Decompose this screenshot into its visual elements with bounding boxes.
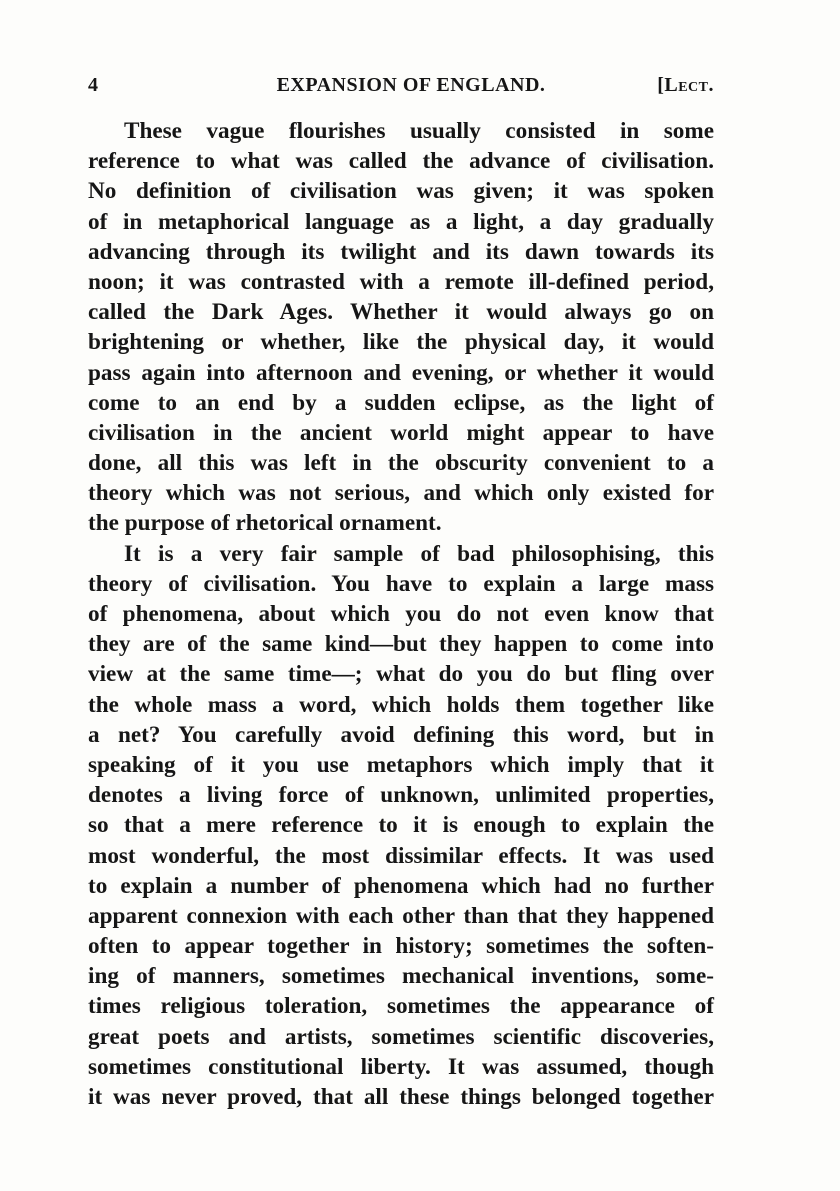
text-line: theory which was not serious, and which only existed for	[88, 480, 714, 507]
text-line: the purpose of rhetorical ornament.	[88, 510, 442, 537]
text-line: to explain a number of phenomena which had no further	[88, 872, 714, 899]
text-line: apparent connexion with each other than that they happened	[88, 902, 714, 929]
text-line: they are of the same kind—but they happen to come into	[88, 631, 714, 658]
text-line: often to appear together in history; sometimes the soften-	[88, 933, 714, 960]
text-line: so that a mere reference to it is enough to explain the	[88, 812, 714, 839]
running-title: EXPANSION OF ENGLAND.	[276, 74, 546, 96]
text-line: a net? You carefully avoid defining this word, but in	[88, 721, 714, 748]
text-line: These vague flourishes usually consisted in some	[124, 118, 714, 144]
text-line: reference to what was called the advance of civilisation.	[88, 148, 714, 175]
text-line: most wonderful, the most dissimilar effects. It was used	[88, 842, 714, 869]
text-line: sometimes constitutional liberty. It was assumed, though	[88, 1053, 714, 1080]
text-line: great poets and artists, sometimes scientific discoveries,	[88, 1023, 714, 1050]
text-line: the whole mass a word, which holds them together like	[88, 691, 714, 718]
text-line: It is a very fair sample of bad philosophising, this	[124, 540, 714, 567]
text-line: pass again into afternoon and evening, or whether it would	[88, 359, 714, 386]
text-line: called the Dark Ages. Whether it would always go on	[88, 299, 714, 326]
text-line: ing of manners, sometimes mechanical inventions, some-	[88, 963, 714, 990]
text-line: of in metaphorical language as a light, a day gradually	[88, 208, 714, 235]
text-line: advancing through its twilight and its dawn towards its	[88, 238, 714, 265]
text-line: of phenomena, about which you do not even know that	[88, 601, 714, 627]
page-number: 4	[88, 74, 99, 96]
text-line: No definition of civilisation was given; it was spoken	[88, 178, 714, 205]
body-text	[88, 116, 714, 1112]
text-line: view at the same time—; what do you do but fling over	[88, 661, 714, 688]
text-line: speaking of it you use metaphors which imply that it	[88, 751, 714, 778]
text-line: come to an end by a sudden eclipse, as the light of	[88, 389, 714, 416]
paragraph-2	[88, 539, 714, 1113]
paragraph-1	[88, 116, 714, 539]
text-line: noon; it was contrasted with a remote ill-defined period,	[88, 268, 714, 295]
running-head	[88, 74, 714, 104]
lecture-marker: [Lect.	[657, 74, 714, 96]
text-line: theory of civilisation. You have to explain a large mass	[88, 570, 714, 597]
text-line: denotes a living force of unknown, unlimited properties,	[88, 782, 714, 809]
text-line: done, all this was left in the obscurity convenient to a	[88, 450, 714, 477]
text-line: civilisation in the ancient world might appear to have	[88, 419, 714, 446]
text-line: times religious toleration, sometimes the appearance of	[88, 993, 714, 1020]
text-line: it was never proved, that all these things belonged together	[88, 1084, 714, 1110]
text-line: brightening or whether, like the physical day, it would	[88, 329, 714, 356]
